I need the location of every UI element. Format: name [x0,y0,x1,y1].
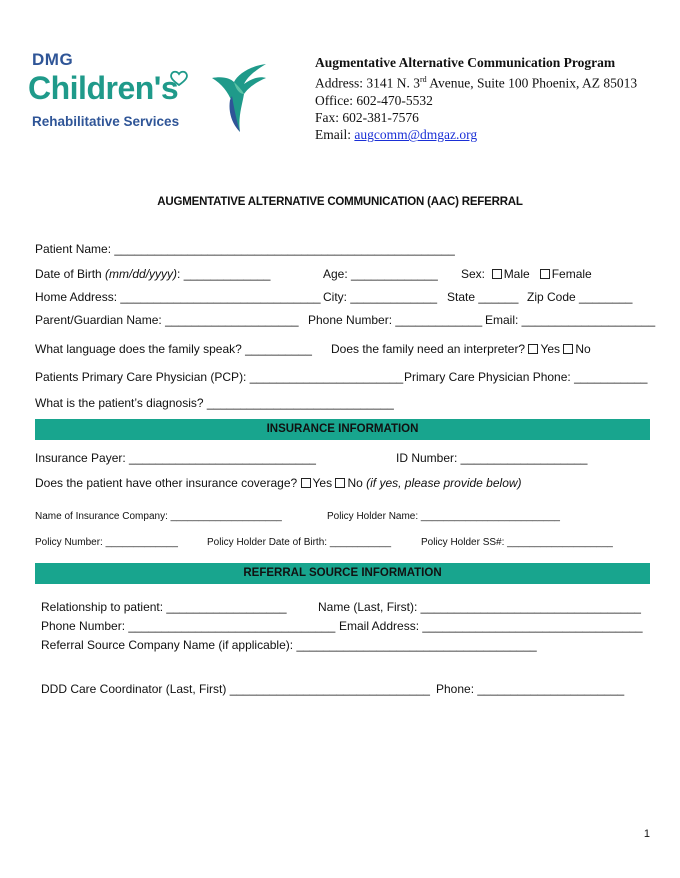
referral-company-field[interactable]: Referral Source Company Name (if applicable): ____________________________________ [41,638,537,652]
logo-subtitle: Rehabilitative Services [32,114,180,129]
interpreter-no-checkbox[interactable] [563,344,573,354]
age-field[interactable]: Age: _____________ [323,267,438,281]
guardian-phone-field[interactable]: Phone Number: _____________ [308,313,483,327]
pcp-field[interactable]: Patients Primary Care Physician (PCP): _______________________ [35,370,404,384]
other-insurance-question: Does the patient have other insurance coverage? [35,476,298,490]
interpreter-field [331,342,591,356]
dmg-childrens-logo [28,50,278,140]
interpreter-no-label: No [575,342,591,356]
email-link[interactable]: augcomm@dmgaz.org [354,127,478,143]
other-insurance-yes-label: Yes [312,476,333,490]
logo-brand-text: Children's [28,70,179,106]
interpreter-question: Does the family need an interpreter? [331,342,526,356]
program-name: Augmentative Alternative Communication Program [315,55,616,70]
policy-holder-ss-field[interactable]: Policy Holder SS#: ___________________ [421,537,613,548]
dob-field[interactable] [35,267,270,281]
other-insurance-yes-checkbox[interactable] [301,478,311,488]
address-text-end: Avenue, Suite 100 Phoenix, AZ 85013 [426,75,638,91]
ddd-coordinator-field[interactable]: DDD Care Coordinator (Last, First) ______________________________ [41,682,430,696]
home-address-field[interactable]: Home Address: ______________________________ [35,290,321,304]
program-address [315,71,637,92]
address-text: Address: 3141 N. 3 [315,75,420,91]
other-insurance-no-label: No [347,476,363,490]
female-label: Female [551,267,592,281]
form-title: AUGMENTATIVE ALTERNATIVE COMMUNICATION (AAC) REFERRAL [157,196,523,208]
referral-phone-field[interactable]: Phone Number: _______________________________ [41,619,336,633]
insurance-section-header: INSURANCE INFORMATION [35,419,650,440]
interpreter-yes-checkbox[interactable] [528,344,538,354]
city-field[interactable]: City: _____________ [323,290,438,304]
other-insurance-note: (if yes, please provide below) [366,476,522,490]
language-field[interactable]: What language does the family speak? __________ [35,342,312,356]
hummingbird-icon [204,56,270,136]
pcp-phone-field[interactable]: Primary Care Physician Phone: ___________ [404,370,648,384]
insurance-payer-field[interactable]: Insurance Payer: ____________________________ [35,451,316,465]
program-contact-block [315,54,637,144]
policy-holder-dob-field[interactable]: Policy Holder Date of Birth: ___________ [207,537,392,548]
referral-section-header: REFERRAL SOURCE INFORMATION [35,563,650,584]
other-insurance-no-checkbox[interactable] [335,478,345,488]
relationship-field[interactable]: Relationship to patient: __________________ [41,600,287,614]
diagnosis-field[interactable]: What is the patient’s diagnosis? ____________________________ [35,396,394,410]
interpreter-yes-label: Yes [540,342,561,356]
ddd-phone-field[interactable]: Phone: ______________________ [436,682,625,696]
heart-icon [170,70,188,86]
program-fax: Fax: 602-381-7576 [315,110,419,126]
dob-blank: : _____________ [177,267,271,281]
patient-name-field[interactable]: Patient Name: ___________________________________________________ [35,242,455,256]
sex-label: Sex: [461,267,486,281]
sex-field [461,267,592,281]
program-email [315,126,637,143]
female-checkbox[interactable] [540,269,550,279]
logo-dmg-text: DMG [32,50,74,69]
zip-field[interactable]: Zip Code ________ [527,290,633,304]
male-checkbox[interactable] [492,269,502,279]
guardian-email-field[interactable]: Email: ____________________ [485,313,656,327]
insurance-id-field[interactable]: ID Number: ___________________ [396,451,588,465]
email-label: Email: [315,127,355,143]
guardian-name-field[interactable]: Parent/Guardian Name: ____________________ [35,313,299,327]
address-sup: rd [420,75,427,85]
state-field[interactable]: State ______ [447,290,519,304]
dob-format: (mm/dd/yyyy) [105,267,178,281]
other-insurance-field [35,476,522,490]
page-number: 1 [643,828,650,840]
male-label: Male [503,267,530,281]
dob-label: Date of Birth [35,267,106,281]
referral-email-field[interactable]: Email Address: _________________________________ [339,619,643,633]
program-office-phone: Office: 602-470-5532 [315,92,433,108]
policy-number-field[interactable]: Policy Number: _____________ [35,537,178,548]
referral-name-field[interactable]: Name (Last, First): _________________________________ [318,600,641,614]
insurance-company-field[interactable]: Name of Insurance Company: ____________________ [35,511,282,522]
policy-holder-name-field[interactable]: Policy Holder Name: _________________________ [327,511,560,522]
